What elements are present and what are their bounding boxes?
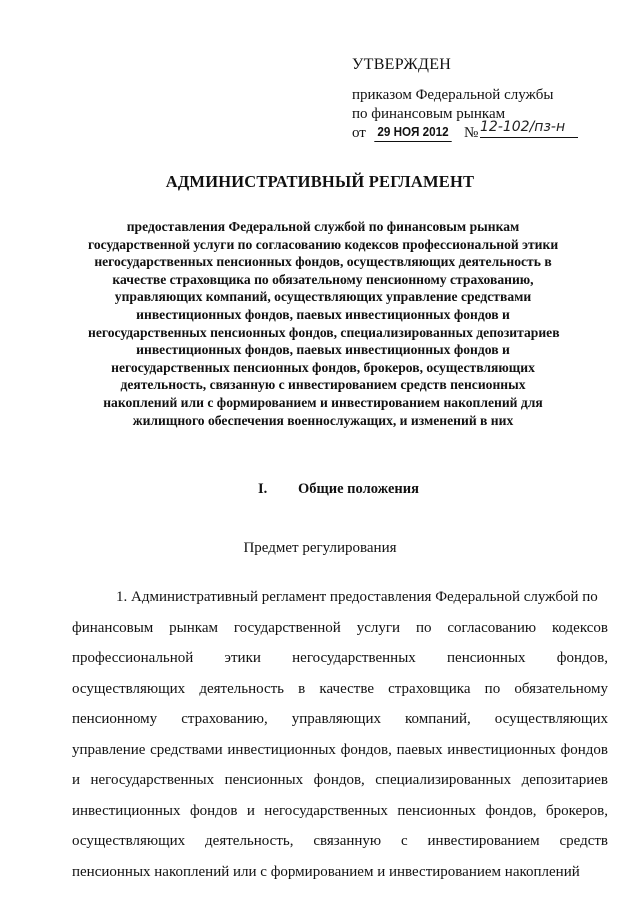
subtitle-line: предоставления Федеральной службой по финансовым рынкам (126, 219, 520, 234)
subject-heading: Предмет регулирования (243, 540, 397, 556)
number-prefix: № (464, 125, 479, 141)
paragraph-line: пенсионному страхованию, управляющих компаний, осуществляющих (72, 711, 608, 727)
subtitle-line: негосударственных пенсионных фондов, осуществляющих деятельность в (94, 254, 552, 270)
section-number: I. (258, 481, 268, 497)
approval-date-line (352, 119, 612, 144)
subtitle-line: негосударственных пенсионных фондов, специализированных депозитариев (88, 324, 560, 340)
paragraph-line: финансовым рынкам государственной услуги по согласованию кодексов (72, 619, 608, 636)
subtitle-line: управляющих компаний, осуществляющих управление средствами (114, 289, 532, 305)
approval-block (352, 55, 612, 144)
date-prefix: от (352, 125, 366, 141)
subtitle-line: накоплений или с формированием и инвестированием накоплений для (103, 394, 543, 410)
paragraph-line: осуществляющих деятельность в качестве страховщика по обязательному (72, 680, 608, 697)
document-subtitle (88, 218, 558, 429)
paragraph-line: пенсионных накоплений или с формированием и инвестированием накоплений (72, 863, 580, 880)
order-number: 12-102/пз-н (480, 118, 578, 138)
paragraph-line: профессиональной этики негосударственных пенсионных фондов, (72, 650, 608, 666)
subtitle-line: государственной услуги по согласованию кодексов профессиональной этики (88, 236, 559, 252)
subtitle-line: инвестиционных фондов, паевых инвестиционных фондов и (136, 306, 510, 322)
paragraph-line: 1. Административный регламент предоставления Федеральной службой по (116, 589, 598, 605)
section-title: Общие положения (298, 481, 419, 497)
paragraph-line: и негосударственных пенсионных фондов, специализированных депозитариев (72, 772, 608, 788)
subtitle-line: деятельность, связанную с инвестированием средств пенсионных (120, 377, 526, 393)
order-date: 29 НОЯ 2012 (374, 122, 451, 142)
approval-order-line: приказом Федеральной службы (352, 87, 554, 103)
subtitle-line: жилищного обеспечения военнослужащих, и изменений в них (132, 412, 514, 428)
document-title: АДМИНИСТРАТИВНЫЙ РЕГЛАМЕНТ (165, 172, 475, 191)
paragraph-1 (72, 587, 608, 892)
approval-agency-line: по финансовым рынкам (352, 106, 506, 122)
paragraph-line: управление средствами инвестиционных фондов, паевых инвестиционных фондов (72, 741, 608, 758)
paragraph-line: осуществляющих деятельность, связанную с инвестированием средств (72, 833, 608, 849)
subtitle-line: качестве страховщика по обязательному пенсионному страхованию, (112, 271, 534, 287)
subtitle-line: инвестиционных фондов, паевых инвестиционных фондов и (136, 342, 510, 358)
approved-stamp-title: УТВЕРЖДЕН (352, 56, 452, 73)
paragraph-line: инвестиционных фондов и негосударственных пенсионных фондов, брокеров, (72, 802, 608, 819)
subtitle-line: негосударственных пенсионных фондов, брокеров, осуществляющих (111, 359, 535, 375)
